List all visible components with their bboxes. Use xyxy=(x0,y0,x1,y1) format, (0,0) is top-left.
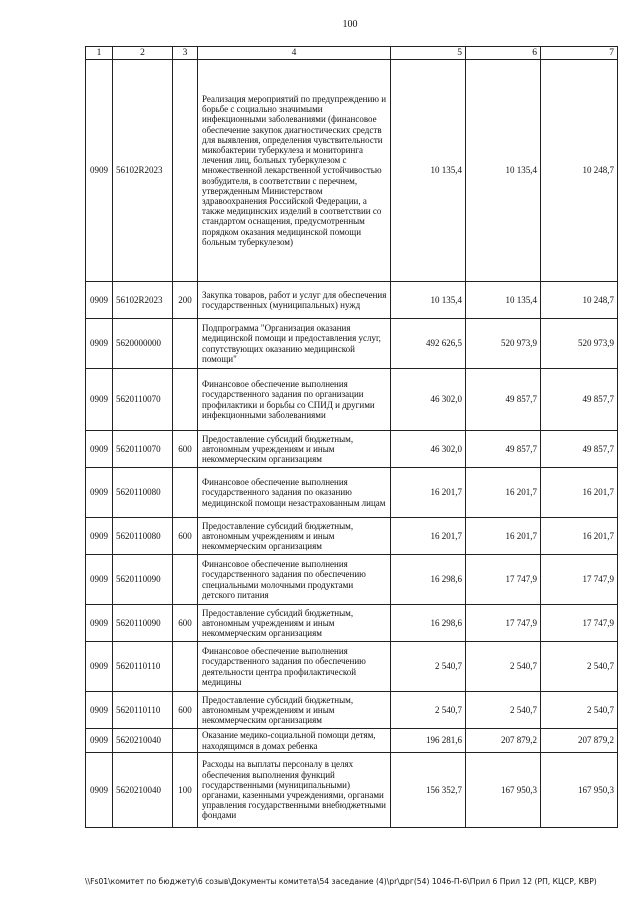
section-code-cell: 0909 xyxy=(86,60,113,282)
amount-col6-cell: 2 540,7 xyxy=(466,692,541,729)
amount-col6-cell: 49 857,7 xyxy=(466,431,541,468)
amount-col5-cell: 10 135,4 xyxy=(391,282,466,319)
table-header-row xyxy=(86,47,618,60)
table-row xyxy=(86,642,618,692)
amount-col6-cell: 16 201,7 xyxy=(466,518,541,555)
target-code-cell: 5620210040 xyxy=(113,753,173,828)
table-row xyxy=(86,319,618,369)
expense-type-cell xyxy=(173,555,198,605)
description-cell: Оказание медико-социальной помощи детям, находящимся в домах ребенка xyxy=(198,729,391,753)
description-cell: Финансовое обеспечение выполнения государственного задания по обеспечению специальными молочными продуктами детского питания xyxy=(198,555,391,605)
target-code-cell: 5620110070 xyxy=(113,431,173,468)
expense-type-cell: 600 xyxy=(173,692,198,729)
amount-col7-cell: 10 248,7 xyxy=(541,60,618,282)
expense-type-cell xyxy=(173,729,198,753)
expense-type-cell xyxy=(173,642,198,692)
description-cell: Предоставление субсидий бюджетным, автономным учреждениям и иным некоммерческим организациям xyxy=(198,605,391,642)
section-code-cell: 0909 xyxy=(86,729,113,753)
amount-col6-cell: 10 135,4 xyxy=(466,60,541,282)
amount-col5-cell: 16 201,7 xyxy=(391,518,466,555)
amount-col6-cell: 207 879,2 xyxy=(466,729,541,753)
amount-col5-cell: 46 302,0 xyxy=(391,369,466,431)
target-code-cell: 5620110080 xyxy=(113,518,173,555)
description-cell: Предоставление субсидий бюджетным, автономным учреждениям и иным некоммерческим организациям xyxy=(198,692,391,729)
section-code-cell: 0909 xyxy=(86,753,113,828)
table-row xyxy=(86,605,618,642)
header-cell: 1 xyxy=(86,47,113,60)
amount-col7-cell: 49 857,7 xyxy=(541,431,618,468)
amount-col7-cell: 10 248,7 xyxy=(541,282,618,319)
expense-type-cell: 600 xyxy=(173,431,198,468)
target-code-cell: 5620110110 xyxy=(113,642,173,692)
page-number: 100 xyxy=(342,19,358,30)
header-cell: 5 xyxy=(391,47,466,60)
amount-col6-cell: 2 540,7 xyxy=(466,642,541,692)
section-code-cell: 0909 xyxy=(86,282,113,319)
section-code-cell: 0909 xyxy=(86,431,113,468)
budget-table xyxy=(85,46,618,828)
target-code-cell: 5620210040 xyxy=(113,729,173,753)
expense-type-cell: 600 xyxy=(173,518,198,555)
amount-col5-cell: 46 302,0 xyxy=(391,431,466,468)
description-cell: Финансовое обеспечение выполнения государственного задания по организации профилактики и борьбы со СПИД и другими инфекционными заболеваниями xyxy=(198,369,391,431)
amount-col6-cell: 520 973,9 xyxy=(466,319,541,369)
section-code-cell: 0909 xyxy=(86,369,113,431)
description-cell: Финансовое обеспечение выполнения государственного задания по обеспечению деятельности центра профилактической медицины xyxy=(198,642,391,692)
amount-col7-cell: 520 973,9 xyxy=(541,319,618,369)
amount-col7-cell: 49 857,7 xyxy=(541,369,618,431)
target-code-cell: 5620110090 xyxy=(113,605,173,642)
amount-col7-cell: 207 879,2 xyxy=(541,729,618,753)
table-row xyxy=(86,692,618,729)
expense-type-cell xyxy=(173,369,198,431)
header-cell: 6 xyxy=(466,47,541,60)
header-cell: 3 xyxy=(173,47,198,60)
amount-col5-cell: 492 626,5 xyxy=(391,319,466,369)
footer-file-path: \\Fs01\комитет по бюджету\6 созыв\Документы комитета\54 заседание (4)\pr\дрг(54) 1046-П-6\Прил 6 Прил 12 (РП, КЦСР, КВР) xyxy=(85,877,597,886)
target-code-cell: 5620110080 xyxy=(113,468,173,518)
header-cell: 7 xyxy=(541,47,618,60)
amount-col5-cell: 16 201,7 xyxy=(391,468,466,518)
table-row xyxy=(86,518,618,555)
expense-type-cell: 100 xyxy=(173,753,198,828)
amount-col5-cell: 156 352,7 xyxy=(391,753,466,828)
section-code-cell: 0909 xyxy=(86,642,113,692)
table-row xyxy=(86,753,618,828)
amount-col5-cell: 2 540,7 xyxy=(391,642,466,692)
amount-col7-cell: 16 201,7 xyxy=(541,468,618,518)
table-row xyxy=(86,555,618,605)
target-code-cell: 5620110090 xyxy=(113,555,173,605)
section-code-cell: 0909 xyxy=(86,692,113,729)
description-cell: Расходы на выплаты персоналу в целях обеспечения выполнения функций государственными (муниципальными) органами, казенными учреждениями, органами управления государственными внебюджетными фондами xyxy=(198,753,391,828)
section-code-cell: 0909 xyxy=(86,555,113,605)
header-cell: 2 xyxy=(113,47,173,60)
table-row xyxy=(86,729,618,753)
amount-col7-cell: 17 747,9 xyxy=(541,605,618,642)
target-code-cell: 5620000000 xyxy=(113,319,173,369)
amount-col6-cell: 17 747,9 xyxy=(466,605,541,642)
table-row xyxy=(86,431,618,468)
amount-col7-cell: 2 540,7 xyxy=(541,692,618,729)
description-cell: Реализация мероприятий по предупреждению и борьбе с социально значимыми инфекционными заболеваниями (финансовое обеспечение закупок диагностических средств для выявления, определения чувствительности микобактерии туберкулеза и мониторинга лечения лиц, больных туберкулезом с множественной лекарственной устойчивостью возбудителя, в соответствии с перечнем, утвержденным Министерством здравоохранения Российской Федерации, а также медицинских изделий в соответствии со стандартом оснащения, предусмотренным порядком оказания медицинской помощи больным туберкулезом) xyxy=(198,60,391,282)
amount-col7-cell: 17 747,9 xyxy=(541,555,618,605)
description-cell: Предоставление субсидий бюджетным, автономным учреждениям и иным некоммерческим организациям xyxy=(198,431,391,468)
amount-col6-cell: 10 135,4 xyxy=(466,282,541,319)
table-row xyxy=(86,60,618,282)
amount-col5-cell: 2 540,7 xyxy=(391,692,466,729)
target-code-cell: 5620110110 xyxy=(113,692,173,729)
amount-col6-cell: 167 950,3 xyxy=(466,753,541,828)
amount-col5-cell: 16 298,6 xyxy=(391,555,466,605)
amount-col6-cell: 49 857,7 xyxy=(466,369,541,431)
section-code-cell: 0909 xyxy=(86,319,113,369)
expense-type-cell: 200 xyxy=(173,282,198,319)
expense-type-cell xyxy=(173,60,198,282)
target-code-cell: 5620110070 xyxy=(113,369,173,431)
target-code-cell: 56102R2023 xyxy=(113,60,173,282)
description-cell: Подпрограмма "Организация оказания медицинской помощи и предоставления услуг, сопутствующих оказанию медицинской помощи" xyxy=(198,319,391,369)
expense-type-cell: 600 xyxy=(173,605,198,642)
section-code-cell: 0909 xyxy=(86,468,113,518)
expense-type-cell xyxy=(173,319,198,369)
section-code-cell: 0909 xyxy=(86,518,113,555)
description-cell: Финансовое обеспечение выполнения государственного задания по оказанию медицинской помощи незастрахованным лицам xyxy=(198,468,391,518)
table-row xyxy=(86,369,618,431)
amount-col6-cell: 17 747,9 xyxy=(466,555,541,605)
amount-col6-cell: 16 201,7 xyxy=(466,468,541,518)
amount-col5-cell: 16 298,6 xyxy=(391,605,466,642)
header-cell: 4 xyxy=(198,47,391,60)
section-code-cell: 0909 xyxy=(86,605,113,642)
description-cell: Предоставление субсидий бюджетным, автономным учреждениям и иным некоммерческим организациям xyxy=(198,518,391,555)
amount-col5-cell: 10 135,4 xyxy=(391,60,466,282)
expense-type-cell xyxy=(173,468,198,518)
table-row xyxy=(86,282,618,319)
amount-col5-cell: 196 281,6 xyxy=(391,729,466,753)
amount-col7-cell: 167 950,3 xyxy=(541,753,618,828)
table-row xyxy=(86,468,618,518)
target-code-cell: 56102R2023 xyxy=(113,282,173,319)
description-cell: Закупка товаров, работ и услуг для обеспечения государственных (муниципальных) нужд xyxy=(198,282,391,319)
amount-col7-cell: 16 201,7 xyxy=(541,518,618,555)
amount-col7-cell: 2 540,7 xyxy=(541,642,618,692)
